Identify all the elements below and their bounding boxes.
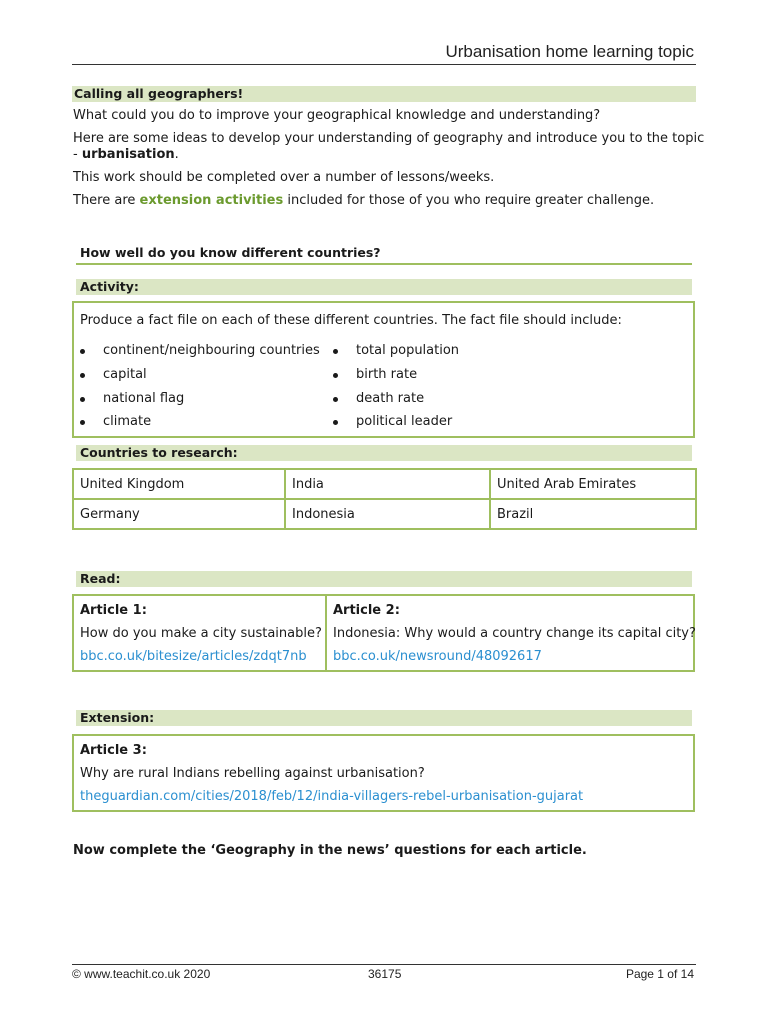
page-title: Urbanisation home learning topic [445,42,694,61]
article1-link[interactable]: bbc.co.uk/bitesize/articles/zdqt7nb [80,649,307,664]
research-label: Countries to research: [76,445,692,461]
activity-label: Activity: [76,279,692,295]
table-cell: Indonesia [285,499,490,529]
article1-question: How do you make a city sustainable? [80,626,322,641]
bullet-text: national flag [103,391,185,406]
intro-ideas-line2 [73,147,179,162]
table-cell: United Kingdom [73,469,285,499]
table-cell: United Arab Emirates [490,469,696,499]
activity-instruction: Produce a fact file on each of these different countries. The fact file should include: [80,313,622,328]
bullet-icon [333,349,338,354]
ideas-prefix: - [73,147,82,162]
bullet-icon [80,397,85,402]
table-row [73,469,696,499]
bullet-icon [333,397,338,402]
bullet-icon [333,420,338,425]
activity-box [72,301,695,438]
topic-keyword: urbanisation [81,147,175,162]
intro-question: What could you do to improve your geographical knowledge and understanding? [73,108,601,123]
article3-title: Article 3: [80,743,147,758]
article2-card [325,594,695,672]
article2-question: Indonesia: Why would a country change its capital city? [333,626,696,641]
extension-highlight: extension activities [139,193,284,208]
extension-label: Extension: [76,710,692,726]
article1-title: Article 1: [80,603,147,618]
bullet-icon [80,349,85,354]
article2-title: Article 2: [333,603,400,618]
article3-question: Why are rural Indians rebelling against urbanisation? [80,766,425,781]
article2-link[interactable]: bbc.co.uk/newsround/48092617 [333,649,542,664]
bullet-text: death rate [356,391,425,406]
intro-heading: Calling all geographers! [72,86,696,102]
table-cell: Germany [73,499,285,529]
intro-ideas-line1: Here are some ideas to develop your understanding of geography and introduce you to the topic [73,131,705,146]
article3-card [72,734,695,812]
table-cell: Brazil [490,499,696,529]
countries-heading: How well do you know different countries? [76,245,692,265]
bullet-text: birth rate [356,367,418,382]
extension-prefix: There are [73,193,140,208]
bullet-text: continent/neighbouring countries [103,343,320,358]
countries-table [72,468,697,530]
article1-card [72,594,327,672]
footer-copyright: © www.teachit.co.uk 2020 [72,967,211,981]
extension-suffix: included for those of you who require greater challenge. [283,193,655,208]
bullet-text: political leader [356,414,453,429]
table-cell: India [285,469,490,499]
bullet-text: total population [356,343,460,358]
read-label: Read: [76,571,692,587]
footer-page-number: Page 1 of 14 [625,967,694,981]
bullet-icon [333,373,338,378]
intro-completion: This work should be completed over a number of lessons/weeks. [73,170,495,185]
page-footer [72,964,696,981]
footer-code: 36175 [368,967,402,981]
table-row [73,499,696,529]
closing-instruction: Now complete the ‘Geography in the news’ questions for each article. [73,843,587,858]
bullet-text: capital [103,367,147,382]
page-header [72,40,696,65]
intro-extension [73,193,654,208]
ideas-suffix: . [174,147,179,162]
bullet-text: climate [103,414,152,429]
bullet-icon [80,420,85,425]
article3-link[interactable]: theguardian.com/cities/2018/feb/12/india-villagers-rebel-urbanisation-gujarat [80,789,584,804]
bullet-icon [80,373,85,378]
